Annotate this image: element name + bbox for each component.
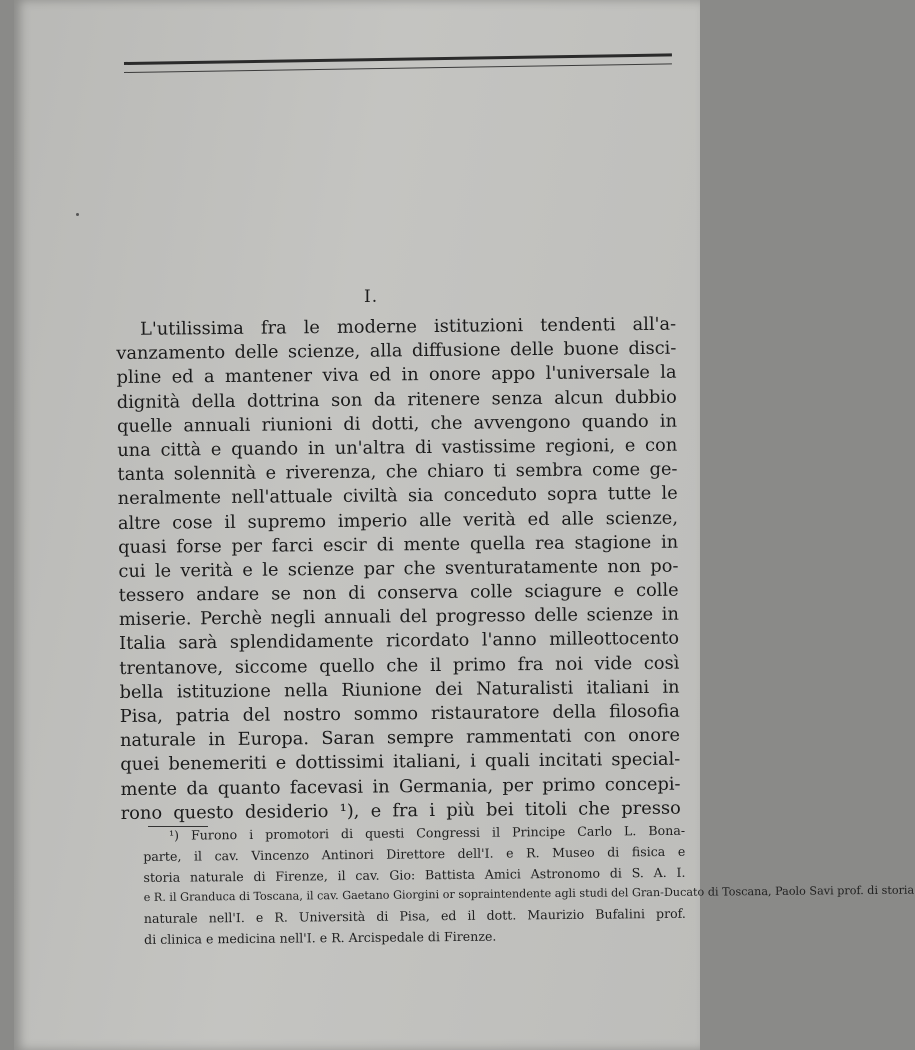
body-text: [116, 313, 681, 826]
body-line: quasi forse per farci escir di mente quella rea stagione in: [118, 531, 679, 558]
body-line: Pisa, patria del nostro sommo ristauratore della filosofia: [119, 700, 680, 727]
body-line: miserie. Perchè negli annuali del progresso delle scienze in: [118, 603, 679, 631]
body-line: neralmente nell'attuale civiltà sia conceduto sopra tutte le: [117, 482, 678, 510]
section-heading: I.: [364, 287, 379, 307]
body-line: trentanove, siccome quello che il primo fra noi vide così: [119, 652, 680, 679]
body-line: altre cose il supremo imperio alle verità ed alle scienze,: [117, 507, 679, 534]
body-line: vanzamento delle scienze, alla diffusione delle buone disci-: [116, 337, 677, 365]
body-line: pline ed a mantener viva ed in onore appo l'universale la: [116, 361, 677, 389]
body-line: tessero andare se non di conserva colle sciagure e colle: [118, 579, 679, 607]
footnote-line: parte, il cav. Vincenzo Antinori Direttore dell'I. e R. Museo di fisica e: [143, 843, 686, 864]
footnotes: [143, 821, 915, 951]
footnote-line: ¹) Furono i promotori di questi Congressi il Principe Carlo L. Bona-: [169, 822, 686, 843]
footnote-line: di clinica e medicina nell'I. e R. Arcispedale di Firenze.: [144, 928, 497, 947]
paper-speck: [76, 213, 79, 216]
body-line: L'utilissima fra le moderne istituzioni tendenti all'a-: [140, 313, 677, 340]
footnote-line: naturale nell'I. e R. Università di Pisa, ed il dott. Maurizio Bufalini prof.: [143, 905, 686, 927]
body-line: quei benemeriti e dottissimi italiani, i quali incitati special-: [120, 748, 681, 776]
body-line: naturale in Europa. Saran sempre rammentati con onore: [119, 724, 681, 752]
body-line: Italia sarà splendidamente ricordato l'anno milleottocento: [119, 628, 680, 655]
body-line: rono questo desiderio ¹), e fra i più bei titoli che presso: [120, 797, 681, 824]
footnote-line: storia naturale di Firenze, il cav. Gio: Battista Amici Astronomo di S. A. I.: [143, 864, 686, 885]
body-line: bella istituzione nella Riunione dei Naturalisti italiani in: [119, 676, 680, 703]
body-line: dignità della dottrina son da ritenere senza alcun dubbio: [116, 386, 677, 413]
header-rule-thin: [124, 63, 672, 73]
body-line: cui le verità e le scienze par che sventuratamente non po-: [118, 555, 679, 582]
body-line: quelle annuali riunioni di dotti, che avvengono quando in: [116, 410, 678, 437]
footnote-line: e R. il Granduca di Toscana, il cav. Gaetano Giorgini or sopraintendente agli studi del Gran-Ducato di Toscana, Paolo Savi prof. di storia: [143, 883, 915, 905]
body-line: mente da quanto facevasi in Germania, per primo concepi-: [120, 773, 681, 800]
header-rule-thick: [124, 53, 672, 65]
body-line: tanta solennità e riverenza, che chiaro ti sembra come ge-: [117, 458, 678, 486]
body-line: una città e quando in un'altra di vastissime regioni, e con: [117, 434, 678, 461]
